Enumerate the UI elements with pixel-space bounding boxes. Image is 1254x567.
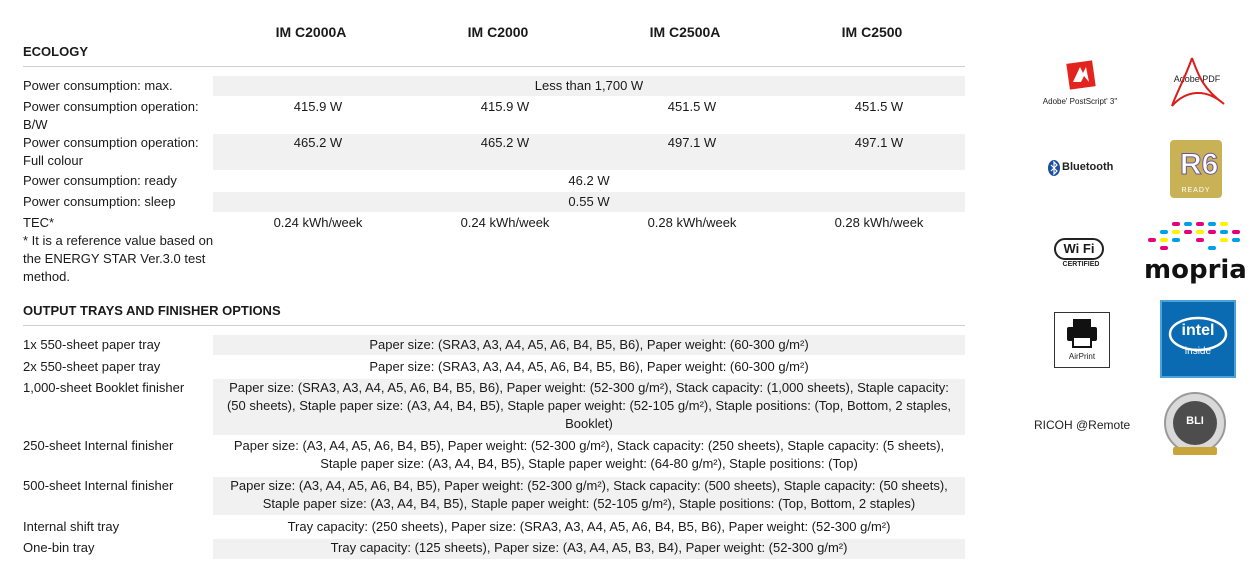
r6-icon [1170, 140, 1222, 184]
spec-value: 0.55 W [568, 194, 610, 209]
postscript-label: Adobe' PostScript' 3" [1042, 97, 1118, 106]
ricoh-remote-logo [1034, 417, 1144, 435]
intel-inside-label: inside [1184, 346, 1212, 357]
airprint-logo [1054, 312, 1110, 368]
model-header-im-c2500: IM C2500 [841, 24, 903, 40]
spec-value: 497.1 W [854, 135, 904, 150]
spec-row [23, 517, 965, 537]
section-divider [23, 325, 965, 326]
r6-ready-label: READY [1181, 187, 1211, 194]
spec-label: One-bin tray [23, 540, 95, 555]
bluetooth-logo [1048, 158, 1118, 178]
mopria-logo [1144, 220, 1250, 286]
bluetooth-label: Bluetooth [1062, 161, 1114, 173]
spec-label: 1x 550-sheet paper tray [23, 337, 161, 352]
spec-row [23, 76, 965, 96]
spec-value: 0.24 kWh/week [273, 215, 363, 230]
adobe-pdf-logo [1162, 54, 1232, 114]
svg-text:R6: R6 [1180, 148, 1219, 181]
r6-ready-logo [1170, 140, 1222, 198]
mopria-dots-icon [1144, 220, 1250, 254]
wifi-certified-label: CERTIFIED [1062, 261, 1100, 268]
spec-label: Internal shift tray [23, 519, 120, 534]
wifi-certified-logo [1054, 238, 1108, 272]
intel-label: intel [1181, 322, 1215, 339]
spec-value: 451.5 W [667, 99, 717, 114]
spec-row [23, 335, 965, 355]
airprint-label: AirPrint [1068, 352, 1096, 361]
spec-value: 415.9 W [480, 99, 530, 114]
bli-seal-logo [1163, 389, 1227, 461]
spec-label: Power consumption: max. [23, 78, 173, 93]
printer-icon [1055, 313, 1109, 349]
bli-label: BLI [1186, 415, 1204, 427]
spec-value: 0.24 kWh/week [460, 215, 550, 230]
spec-value: Tray capacity: (250 sheets), Paper size: (SRA3, A3, A4, A5, A6, B4, B5, B6), Paper weight: (52-300 g/m²) [287, 519, 891, 534]
section-title-output-trays: OUTPUT TRAYS AND FINISHER OPTIONS [23, 303, 281, 318]
spec-value: Tray capacity: (125 sheets), Paper size: (A3, A4, A5, B3, B4), Paper weight: (52-300 g/m²) [330, 540, 848, 555]
wifi-label: Wi Fi [1054, 238, 1104, 260]
spec-value: 0.28 kWh/week [834, 215, 924, 230]
spec-label: 250-sheet Internal finisher [23, 438, 174, 453]
model-header-im-c2000a: IM C2000A [275, 24, 347, 40]
bluetooth-icon [1048, 160, 1060, 176]
spec-label: TEC* [23, 215, 55, 230]
spec-value: 451.5 W [854, 99, 904, 114]
spec-label: Power consumption: sleep [23, 194, 176, 209]
pdf-swirl-icon [1162, 54, 1232, 114]
spec-value: 0.28 kWh/week [647, 215, 737, 230]
section-divider [23, 66, 965, 67]
spec-row [23, 134, 965, 170]
postscript-icon [1040, 58, 1120, 92]
intel-inside-logo [1160, 300, 1236, 378]
spec-row [23, 192, 965, 212]
spec-value: Paper size: (A3, A4, A5, A6, B4, B5), Paper weight: (52-300 g/m²), Stack capacity: (250 sheets), Staple capacity: (5 sheets), Staple paper size: (A3, A4, B4, B5), Staple paper weight: (64-80 g/m²), Staple positions: (Top) [233, 438, 945, 471]
spec-row [23, 539, 965, 559]
spec-value: Paper size: (A3, A4, A5, A6, B4, B5), Paper weight: (52-300 g/m²), Stack capacity: (500 sheets), Staple capacity: (50 sheets), Staple paper size: (A3, A4, B4, B5), Staple paper weight: (52-105 g/m²), Staple positions: (Top, Bottom, 2 staples) [230, 478, 948, 511]
spec-label: Power consumption operation: Full colour [23, 135, 199, 168]
section-title-ecology: ECOLOGY [23, 44, 89, 59]
footnote: * It is a reference value based on the ENERGY STAR Ver.3.0 test method. [23, 233, 214, 284]
adobe-pdf-label: Adobe PDF [1173, 74, 1221, 84]
spec-value: Paper size: (SRA3, A3, A4, A5, A6, B4, B5, B6), Paper weight: (60-300 g/m²) [369, 359, 809, 374]
postscript-logo [1040, 58, 1120, 108]
spec-value: 497.1 W [667, 135, 717, 150]
spec-value: 46.2 W [568, 173, 610, 188]
spec-label: 500-sheet Internal finisher [23, 478, 174, 493]
spec-row [23, 98, 965, 134]
spec-row [23, 214, 965, 286]
mopria-label: mopria [1144, 255, 1247, 285]
spec-row [23, 437, 965, 475]
spec-value: 465.2 W [293, 135, 343, 150]
spec-label: 2x 550-sheet paper tray [23, 359, 161, 374]
model-header-im-c2000: IM C2000 [467, 24, 529, 40]
spec-value: Less than 1,700 W [534, 78, 644, 93]
ricoh-remote-label: RICOH @Remote [1034, 418, 1131, 432]
spec-label: Power consumption: ready [23, 173, 177, 188]
model-header-im-c2500a: IM C2500A [649, 24, 721, 40]
spec-value: 415.9 W [293, 99, 343, 114]
spec-value: 465.2 W [480, 135, 530, 150]
spec-value: Paper size: (SRA3, A3, A4, A5, A6, B4, B5, B6), Paper weight: (60-300 g/m²) [369, 337, 809, 352]
spec-label: Power consumption operation: B/W [23, 99, 199, 132]
spec-row [23, 379, 965, 435]
spec-row [23, 171, 965, 191]
spec-label: 1,000-sheet Booklet finisher [23, 380, 185, 395]
spec-row [23, 357, 965, 377]
spec-value: Paper size: (SRA3, A3, A4, A5, A6, B4, B5, B6), Paper weight: (52-300 g/m²), Stack capacity: (1,000 sheets), Staple capacity: (50 sheets), Staple paper size: (A3, A4, B4, B5), Staple paper weight: (52-105 g/m²), Staple positions: (Top, Bottom, 2 staples, Booklet) [226, 380, 952, 431]
spec-row [23, 477, 965, 515]
